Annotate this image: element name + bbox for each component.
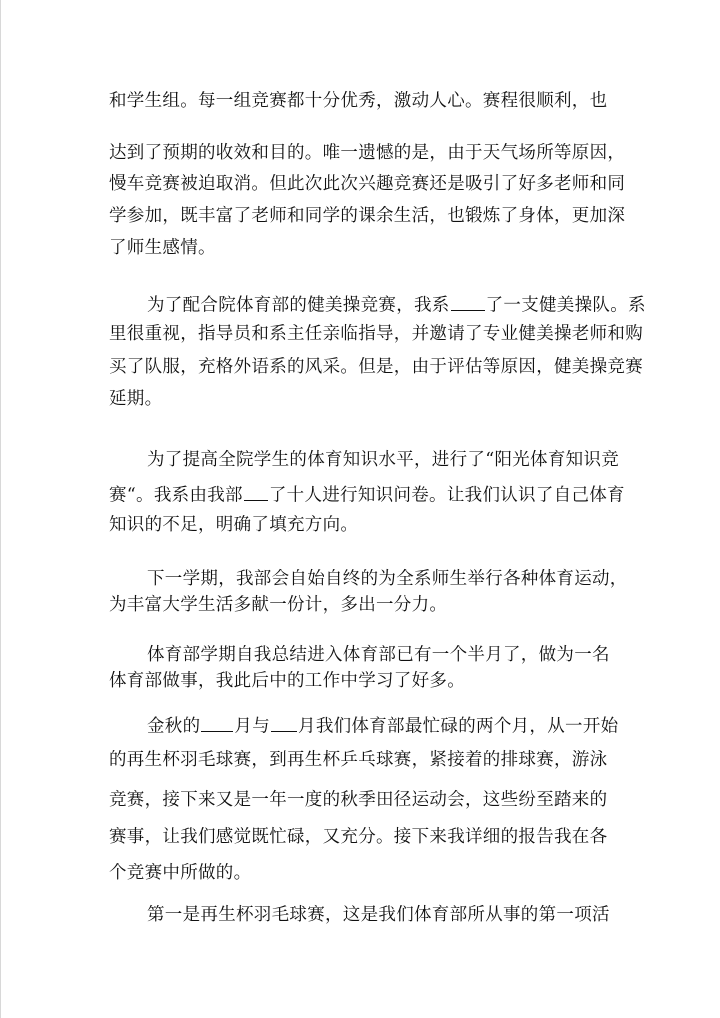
text-line: 为丰富大学生活多献一份计，多出一分力。 — [109, 595, 448, 615]
text-line: 第一是再生杯羽毛球赛，这是我们体育部所从事的第一项活 — [147, 905, 610, 925]
text-line: 的再生杯羽毛球赛，到再生杯乒乓球赛，紧接着的排球赛，游泳 — [109, 750, 608, 770]
text-segment: 金秋的 — [147, 716, 201, 737]
text-line: 个竞赛中所做的。 — [109, 863, 252, 883]
text-line: 体育部做事，我此后中的工作中学习了好多。 — [109, 671, 465, 691]
text-segment: 赛“。我系由我部 — [109, 485, 243, 506]
text-segment: 月我们体育部最忙碌的两个月，从一开始 — [298, 716, 619, 737]
text-line: 达到了预期的收效和目的。唯一遗憾的是，由于天气场所等原因， — [109, 143, 626, 163]
text-line: 为了提高全院学生的体育知识水平，进行了“阳光体育知识竞 — [147, 450, 620, 470]
text-line: 下一学期，我部会自始自终的为全系师生举行各种体育运动， — [147, 569, 628, 589]
text-line: 延期。 — [109, 389, 163, 409]
text-line: 里很重视，指导员和系主任亲临指导，并邀请了专业健美操老师和购 — [109, 324, 643, 344]
text-line: 知识的不足，明确了填充方向。 — [109, 515, 359, 535]
text-line: 了师生感情。 — [109, 238, 216, 258]
fill-in-blank — [451, 292, 485, 311]
text-line: 慢车竞赛被迫取消。但此次此次兴趣竞赛还是吸引了好多老师和同 — [109, 174, 626, 194]
text-segment: 了一支健美操队。系 — [485, 295, 646, 316]
text-line — [147, 292, 646, 317]
text-line: 体育部学期自我总结进入体育部已有一个半月了，做为一名 — [147, 645, 610, 665]
text-line: 竞赛，接下来又是一年一度的秋季田径运动会，这些纷至踏来的 — [109, 790, 608, 810]
text-segment: 月与 — [234, 716, 271, 737]
fill-in-blank — [271, 713, 297, 732]
fill-in-blank — [244, 482, 268, 501]
text-line: 买了队服，充格外语系的风采。但是，由于评估等原因，健美操竞赛 — [109, 357, 643, 377]
text-line: 和学生组。每一组竞赛都十分优秀，激动人心。赛程很顺利，也 — [109, 91, 608, 111]
text-segment: 了十人进行知识问卷。让我们认识了自己体育 — [268, 485, 625, 506]
text-line: 赛事，让我们感觉既忙碌，又充分。接下来我详细的报告我在各 — [109, 827, 608, 847]
text-line: 学参加，既丰富了老师和同学的课余生活，也锻炼了身体，更加深 — [109, 206, 626, 226]
text-line — [109, 482, 625, 507]
fill-in-blank — [201, 713, 233, 732]
text-segment: 为了配合院体育部的健美操竞赛，我系 — [147, 295, 450, 316]
text-line — [147, 713, 618, 738]
